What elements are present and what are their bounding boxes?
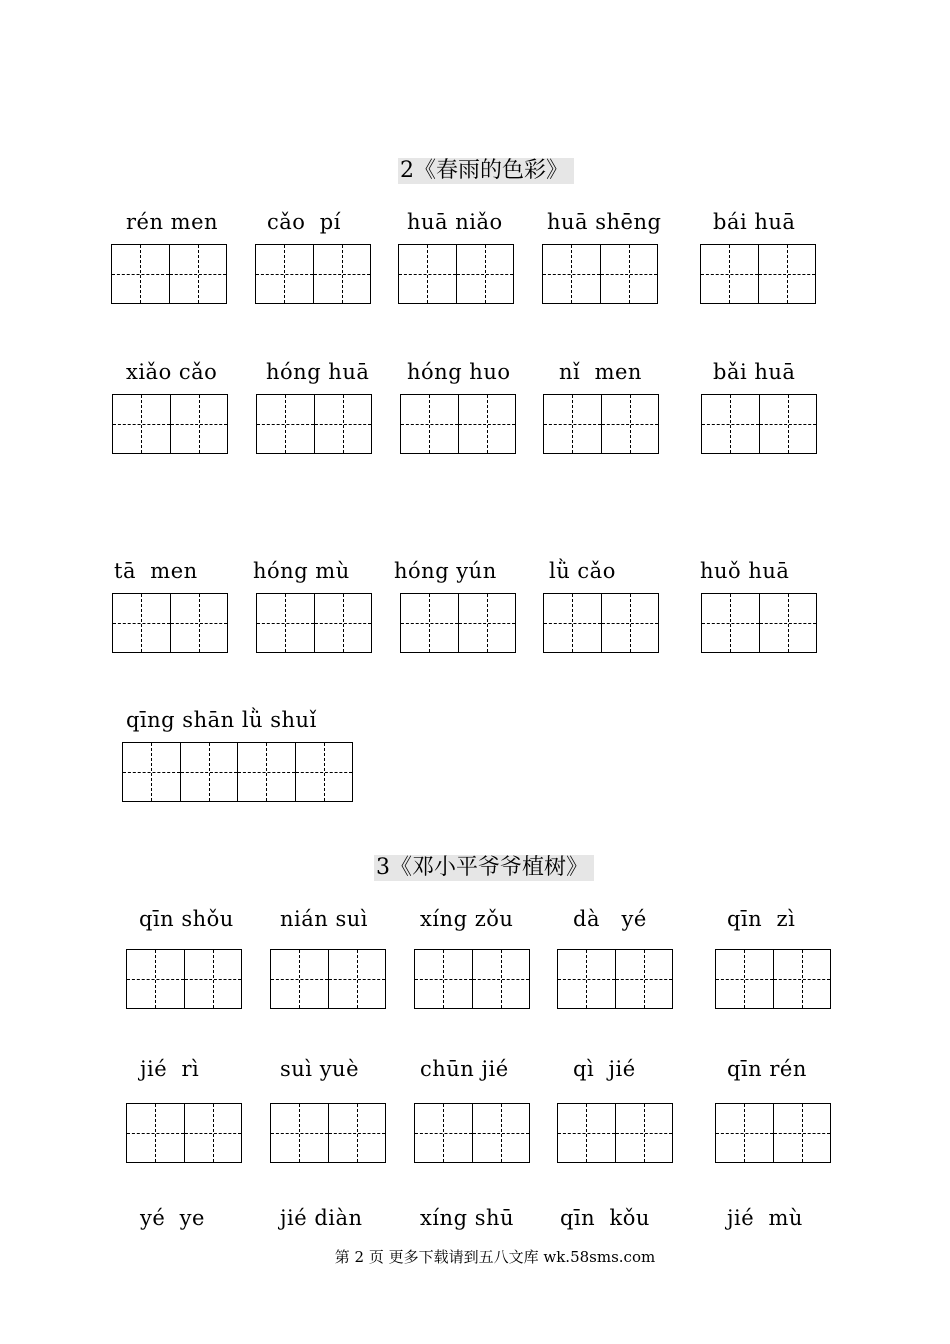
grid-cell xyxy=(759,245,816,303)
writing-grid xyxy=(543,394,659,454)
grid-cell xyxy=(457,245,514,303)
pinyin-label: bǎi huā xyxy=(713,360,796,384)
writing-grid xyxy=(542,244,658,304)
grid-cell xyxy=(544,395,602,453)
writing-grid xyxy=(256,593,372,653)
writing-grid xyxy=(414,1103,530,1163)
pinyin-label: qīn rén xyxy=(727,1057,807,1081)
writing-grid xyxy=(126,1103,242,1163)
grid-cell xyxy=(774,1104,831,1162)
writing-grid xyxy=(700,244,816,304)
writing-grid xyxy=(715,1103,831,1163)
pinyin-label: qì jié xyxy=(573,1057,636,1081)
pinyin-label: hóng huā xyxy=(266,360,370,384)
grid-cell xyxy=(401,594,459,652)
grid-cell xyxy=(558,1104,616,1162)
section-title: 2《春雨的色彩》 xyxy=(398,158,574,184)
grid-cell xyxy=(256,245,314,303)
pinyin-label: lǜ cǎo xyxy=(549,559,616,583)
pinyin-label: chūn jié xyxy=(420,1057,509,1081)
pinyin-label: hóng yún xyxy=(394,559,497,583)
grid-cell xyxy=(271,950,329,1008)
writing-grid xyxy=(126,949,242,1009)
grid-cell xyxy=(399,245,457,303)
grid-cell xyxy=(257,594,315,652)
grid-cell xyxy=(257,395,315,453)
grid-cell xyxy=(123,743,181,801)
writing-grid xyxy=(255,244,371,304)
writing-grid xyxy=(715,949,831,1009)
pinyin-label: qīng shān lǜ shuǐ xyxy=(126,708,317,732)
grid-cell xyxy=(185,1104,242,1162)
pinyin-label: jié diàn xyxy=(280,1206,363,1230)
section-title: 3《邓小平爷爷植树》 xyxy=(374,855,594,881)
grid-cell xyxy=(702,594,760,652)
writing-grid xyxy=(111,244,227,304)
writing-grid xyxy=(543,593,659,653)
writing-grid xyxy=(701,593,817,653)
grid-cell xyxy=(171,594,228,652)
pinyin-label: huā niǎo xyxy=(407,210,503,234)
pinyin-label: qīn kǒu xyxy=(560,1206,650,1230)
pinyin-label: xiǎo cǎo xyxy=(126,360,218,384)
writing-grid xyxy=(414,949,530,1009)
grid-cell xyxy=(112,245,170,303)
grid-cell xyxy=(415,1104,473,1162)
grid-cell xyxy=(127,950,185,1008)
grid-cell xyxy=(415,950,473,1008)
writing-grid xyxy=(270,949,386,1009)
grid-cell xyxy=(543,245,601,303)
grid-cell xyxy=(113,594,171,652)
pinyin-label: jié mù xyxy=(727,1206,803,1230)
grid-cell xyxy=(329,950,386,1008)
pinyin-label: xíng zǒu xyxy=(420,907,514,931)
grid-cell xyxy=(701,245,759,303)
pinyin-label: hóng mù xyxy=(253,559,350,583)
page-footer: 第 2 页 更多下载请到五八文库 wk.58sms.com xyxy=(334,1248,656,1266)
pinyin-label: huā shēng xyxy=(547,210,662,234)
grid-cell xyxy=(760,594,817,652)
grid-cell xyxy=(602,594,659,652)
writing-grid xyxy=(557,1103,673,1163)
grid-cell xyxy=(473,1104,530,1162)
grid-cell xyxy=(296,743,353,801)
writing-grid xyxy=(398,244,514,304)
pinyin-label: bái huā xyxy=(713,210,796,234)
pinyin-label: jié rì xyxy=(140,1057,200,1081)
pinyin-label: suì yuè xyxy=(280,1057,360,1081)
grid-cell xyxy=(774,950,831,1008)
grid-cell xyxy=(760,395,817,453)
grid-cell xyxy=(702,395,760,453)
grid-cell xyxy=(602,395,659,453)
grid-cell xyxy=(238,743,296,801)
writing-grid xyxy=(701,394,817,454)
pinyin-label: hóng huo xyxy=(407,360,511,384)
grid-cell xyxy=(544,594,602,652)
pinyin-label: tā men xyxy=(114,559,198,583)
pinyin-label: yé ye xyxy=(140,1206,205,1230)
grid-cell xyxy=(601,245,658,303)
grid-cell xyxy=(616,950,673,1008)
grid-cell xyxy=(558,950,616,1008)
grid-cell xyxy=(181,743,239,801)
writing-grid xyxy=(112,394,228,454)
writing-grid xyxy=(400,394,516,454)
pinyin-label: xíng shū xyxy=(420,1206,515,1230)
grid-cell xyxy=(401,395,459,453)
writing-grid xyxy=(270,1103,386,1163)
grid-cell xyxy=(716,1104,774,1162)
pinyin-label: nián suì xyxy=(280,907,368,931)
grid-cell xyxy=(616,1104,673,1162)
grid-cell xyxy=(314,245,371,303)
pinyin-label: huǒ huā xyxy=(700,559,790,583)
grid-cell xyxy=(113,395,171,453)
pinyin-label: qīn zì xyxy=(727,907,796,931)
writing-grid xyxy=(122,742,353,802)
grid-cell xyxy=(185,950,242,1008)
grid-cell xyxy=(329,1104,386,1162)
grid-cell xyxy=(315,395,372,453)
writing-grid xyxy=(112,593,228,653)
grid-cell xyxy=(170,245,227,303)
grid-cell xyxy=(315,594,372,652)
writing-grid xyxy=(256,394,372,454)
grid-cell xyxy=(459,594,516,652)
writing-grid xyxy=(557,949,673,1009)
grid-cell xyxy=(459,395,516,453)
pinyin-label: cǎo pí xyxy=(267,210,341,234)
grid-cell xyxy=(127,1104,185,1162)
pinyin-label: nǐ men xyxy=(559,360,642,384)
pinyin-label: qīn shǒu xyxy=(139,907,234,931)
pinyin-label: rén men xyxy=(126,210,219,234)
pinyin-label: dà yé xyxy=(573,907,647,931)
grid-cell xyxy=(473,950,530,1008)
grid-cell xyxy=(171,395,228,453)
grid-cell xyxy=(716,950,774,1008)
writing-grid xyxy=(400,593,516,653)
grid-cell xyxy=(271,1104,329,1162)
